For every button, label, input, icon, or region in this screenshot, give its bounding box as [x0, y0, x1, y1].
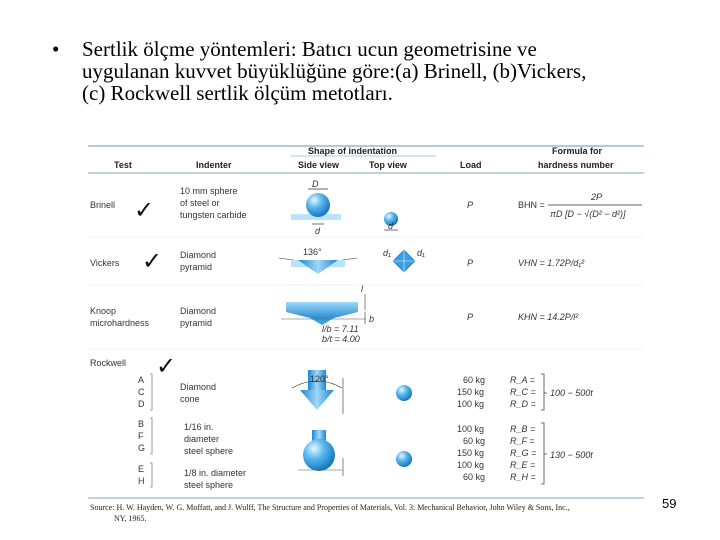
rockwell-scale: G	[138, 443, 146, 453]
knoop-test-label: Knoop	[90, 306, 117, 316]
brinell-check-icon: ✓	[134, 196, 155, 224]
rockwell-load: 100 kg	[457, 460, 485, 470]
vickers-indenter-line: Diamond	[180, 250, 217, 260]
vickers-formula: VHN = 1.72P/d₁²	[518, 258, 585, 268]
knoop-ratio: b/t = 4.00	[322, 334, 360, 344]
rockwell-formula-label: R_A =	[510, 375, 535, 385]
knoop-ratio: l/b = 7.11	[322, 324, 359, 334]
brinell-label-D: D	[312, 179, 319, 189]
rockwell-scale: H	[138, 476, 145, 486]
knoop-formula: KHN = 14.2P/l²	[518, 312, 579, 322]
rockwell-load: 60 kg	[463, 375, 486, 385]
rockwell-formula-label: R_F =	[510, 436, 535, 446]
rockwell-indenter-line: diameter	[184, 434, 220, 444]
rockwell-load: 100 kg	[457, 399, 485, 409]
rockwell-load: 60 kg	[463, 436, 486, 446]
header-shape: Shape of indentation	[308, 146, 397, 156]
rockwell-indenter-line: 1/8 in. diameter	[184, 468, 247, 478]
rockwell-scale: C	[138, 387, 145, 397]
row-vickers	[90, 247, 585, 275]
vickers-indenter-line: pyramid	[180, 262, 213, 272]
source-line: NY, 1965.	[114, 514, 147, 523]
bullet-line: Sertlik ölçme yöntemleri: Batıcı ucun geometrisine ve	[82, 37, 537, 61]
rockwell-formula-label: R_B =	[510, 424, 536, 434]
rockwell-sphere-top-view	[396, 451, 412, 467]
rockwell-cone-tip	[300, 390, 334, 410]
knoop-test-label: microhardness	[90, 318, 150, 328]
vickers-test-label: Vickers	[90, 258, 120, 268]
rockwell-check-icon: ✓	[156, 352, 177, 380]
bullet-line: uygulanan kuvvet büyüklüğüne göre:(a) Brinell, (b)Vickers,	[82, 59, 587, 83]
rockwell-indenter-line: 1/16 in.	[184, 422, 214, 432]
brinell-indenter-line: tungsten carbide	[180, 210, 247, 220]
rockwell-angle: 120°	[310, 374, 329, 384]
bullet-line: (c) Rockwell sertlik ölçüm metotları.	[82, 81, 393, 105]
rockwell-scale-bracket	[150, 374, 152, 410]
brinell-label-d-top: d	[388, 221, 394, 231]
rockwell-load: 60 kg	[463, 472, 486, 482]
knoop-label-b: b	[369, 314, 375, 324]
header-indenter: Indenter	[196, 160, 232, 170]
rockwell-load: 150 kg	[457, 387, 485, 397]
rockwell-scale: F	[138, 431, 144, 441]
rockwell-cone-top-view	[396, 385, 412, 401]
rockwell-scale: A	[138, 375, 145, 385]
brinell-load: P	[467, 200, 474, 210]
brinell-label-d-side: d	[315, 226, 321, 236]
hardness-test-figure	[86, 142, 646, 532]
rockwell-scale: E	[138, 464, 145, 474]
rockwell-formula-value: 130 − 500t	[550, 450, 593, 460]
row-knoop	[90, 284, 579, 344]
bullet-point	[52, 38, 692, 104]
brinell-test-label: Brinell	[90, 200, 116, 210]
rockwell-formula-bracket	[541, 423, 547, 484]
rockwell-scale: B	[138, 419, 145, 429]
vickers-load: P	[467, 258, 474, 268]
rockwell-formula-label: R_C =	[510, 387, 536, 397]
rockwell-scale-bracket	[150, 418, 152, 454]
header-top-view: Top view	[369, 160, 407, 170]
rockwell-formula-label: R_E =	[510, 460, 536, 470]
rockwell-formula-value: 100 − 500t	[550, 388, 593, 398]
rockwell-sphere-side	[303, 439, 335, 471]
row-brinell	[90, 179, 642, 236]
row-rockwell	[90, 352, 593, 490]
knoop-load: P	[467, 312, 474, 322]
header-formula-2: hardness number	[538, 160, 614, 170]
rockwell-load: 150 kg	[457, 448, 485, 458]
knoop-indenter-line: Diamond	[180, 306, 217, 316]
header-side-view: Side view	[298, 160, 340, 170]
source-line: Source: H. W. Hayden, W. G. Moffatt, and J. Wulff, The Structure and Properties of Materials, Vol. 3: Mechanical Behavior, John Wiley & Sons, Inc.,	[90, 503, 570, 512]
rockwell-load: 100 kg	[457, 424, 485, 434]
header-formula-1: Formula for	[552, 146, 603, 156]
rockwell-formula-label: R_D =	[510, 399, 536, 409]
brinell-formula-num: 2P	[591, 192, 603, 202]
header-test: Test	[114, 160, 132, 170]
brinell-ball-side	[306, 193, 330, 217]
rockwell-test-label: Rockwell	[90, 358, 127, 368]
rockwell-indenter-line: steel sphere	[184, 480, 234, 490]
rockwell-formula-bracket	[541, 374, 547, 410]
rockwell-indenter-line: cone	[180, 394, 200, 404]
rockwell-formula-label: R_G =	[510, 448, 537, 458]
vickers-check-icon: ✓	[142, 247, 163, 275]
rockwell-scale: D	[138, 399, 145, 409]
knoop-indenter-line: pyramid	[180, 318, 213, 328]
rockwell-scale-bracket	[150, 463, 152, 487]
brinell-indenter-line: of steel or	[180, 198, 220, 208]
brinell-indenter-line: 10 mm sphere	[180, 186, 238, 196]
brinell-formula-lhs: BHN =	[518, 200, 545, 210]
rockwell-indenter-line: steel sphere	[184, 446, 234, 456]
knoop-label-l: l	[361, 284, 363, 294]
header-load: Load	[460, 160, 482, 170]
rockwell-indenter-line: Diamond	[180, 382, 217, 392]
vickers-label-d1: d₁	[417, 248, 425, 258]
page-number: 59	[662, 496, 677, 511]
knoop-indenter-side	[286, 302, 358, 318]
vickers-label-d1: d₁	[383, 248, 391, 258]
bullet-text	[82, 38, 692, 104]
bullet-mark: •	[52, 37, 60, 61]
rockwell-formula-label: R_H =	[510, 472, 536, 482]
brinell-formula-den: πD [D − √(D² − d²)]	[550, 209, 626, 219]
vickers-angle: 136°	[303, 247, 322, 257]
